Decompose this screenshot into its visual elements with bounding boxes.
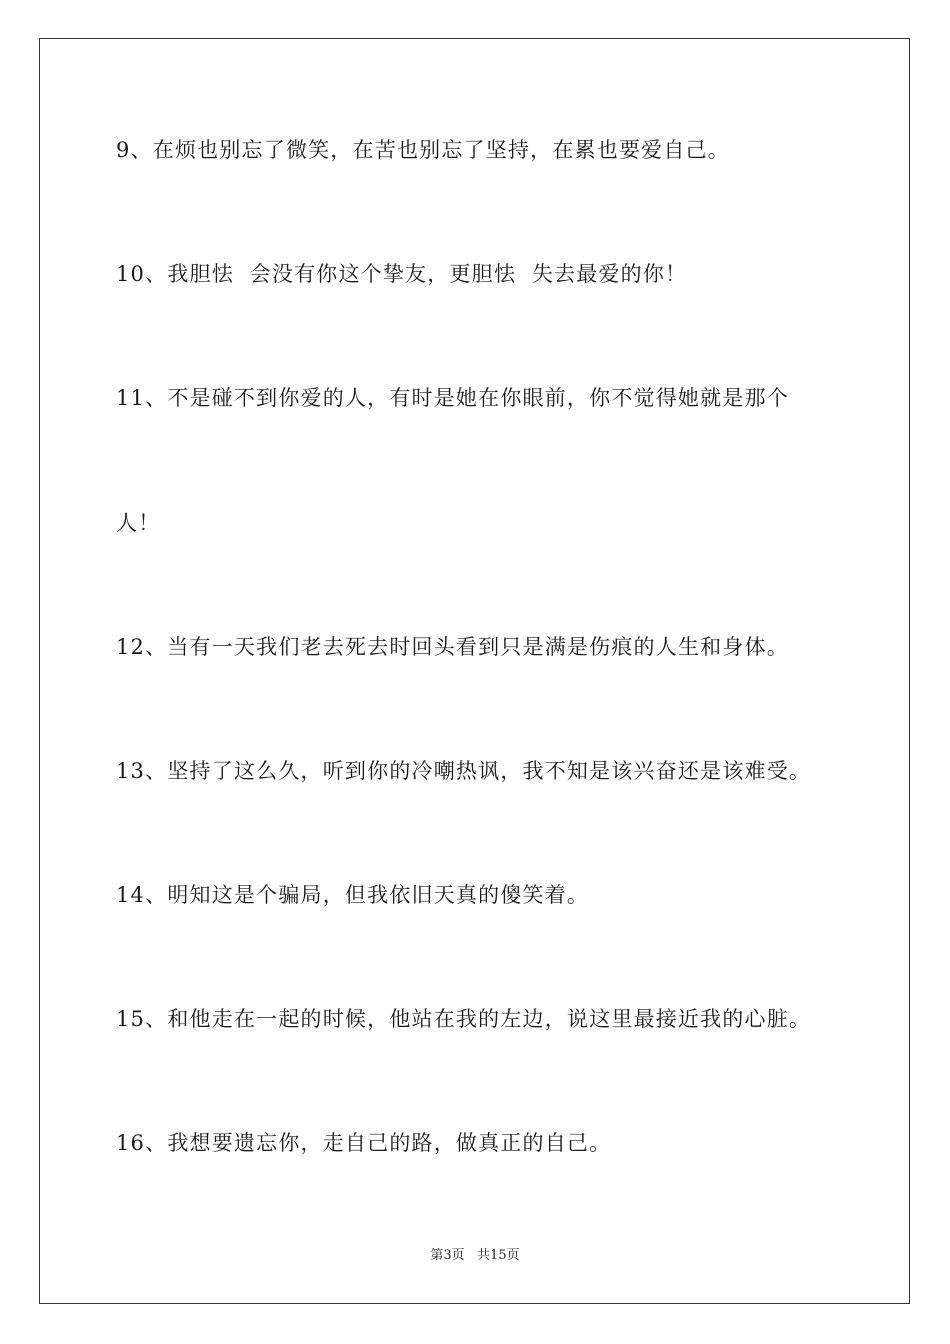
text-line-14: 14、明知这是个骗局，但我依旧天真的傻笑着。 — [116, 883, 590, 907]
text-line-9: 9、在烦也别忘了微笑，在苦也别忘了坚持，在累也要爱自己。 — [116, 138, 730, 162]
text-line-15: 15、和他走在一起的时候，他站在我的左边，说这里最接近我的心脏。 — [116, 1007, 812, 1031]
text-line-12: 12、当有一天我们老去死去时回头看到只是满是伤痕的人生和身体。 — [116, 635, 789, 659]
text-line-13: 13、坚持了这么久，听到你的冷嘲热讽，我不知是该兴奋还是该难受。 — [116, 759, 812, 783]
text-line-10: 10、我胆怯 会没有你这个挚友，更胆怯 失去最爱的你！ — [116, 262, 688, 286]
page-number-footer: 第3页 共15页 — [430, 1248, 520, 1263]
text-line-16: 16、我想要遗忘你，走自己的路，做真正的自己。 — [116, 1131, 612, 1155]
text-line-11-continued: 人！ — [116, 511, 161, 535]
text-line-11: 11、不是碰不到你爱的人，有时是她在你眼前，你不觉得她就是那个 — [116, 386, 789, 410]
page-border — [39, 38, 910, 1304]
